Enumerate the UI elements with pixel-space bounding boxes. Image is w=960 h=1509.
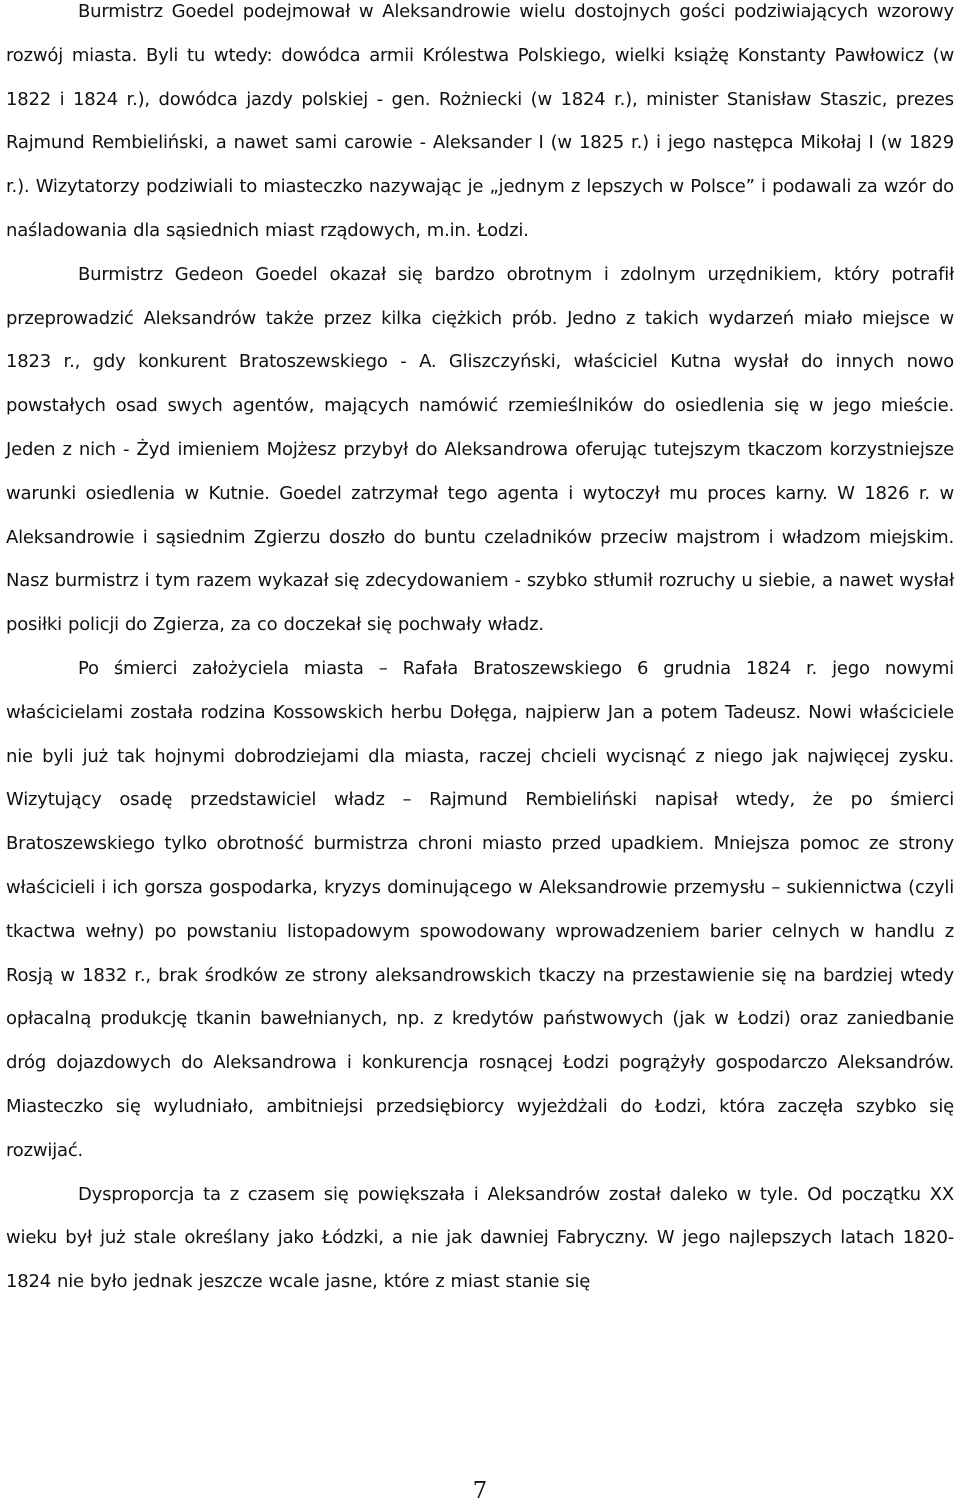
paragraph-3: Po śmierci założyciela miasta – Rafała Bratoszewskiego 6 grudnia 1824 r. jego nowymi właścicielami została rodzina Kossowskich herbu Dołęga, najpierw Jan a potem Tadeusz. Nowi właściciele nie byli już tak hojnymi dobrodziejami dla miasta, raczej chcieli wycisnąć z niego jak najwięcej zysku. Wizytujący osadę przedstawiciel władz – Rajmund Rembieliński napisał wtedy, że po śmierci Bratoszewskiego tylko obrotność burmistrza chroni miasto przed upadkiem. Mniejsza pomoc ze strony właścicieli i ich gorsza gospodarka, kryzys dominującego w Aleksandrowie przemysłu – sukiennictwa (czyli tkactwa wełny) po powstaniu listopadowym spowodowany wprowadzeniem barier celnych w handlu z Rosją w 1832 r., brak środków ze strony aleksandrowskich tkaczy na przestawienie się na bardziej wtedy opłacalną produkcję tkanin bawełnianych, np. z kredytów państwowych (jak w Łodzi) oraz zaniedbanie dróg dojazdowych do Aleksandrowa i konkurencja rosnącej Łodzi pogrążyły gospodarczo Aleksandrów. Miasteczko się wyludniało, ambitniejsi przedsiębiorcy wyjeżdżali do Łodzi, która zaczęła szybko się rozwijać. (6, 657, 954, 1161)
page-number: 7 (472, 1478, 488, 1504)
paragraph-1: Burmistrz Goedel podejmował w Aleksandrowie wielu dostojnych gości podziwiających wzorowy rozwój miasta. Byli tu wtedy: dowódca armii Królestwa Polskiego, wielki książę Konstanty Pawłowicz (w 1822 i 1824 r.), dowódca jazdy polskiej - gen. Rożniecki (w 1824 r.), minister Stanisław Staszic, prezes Rajmund Rembieliński, a nawet sami carowie - Aleksander I (w 1825 r.) i jego następca Mikołaj I (w 1829 r.). Wizytatorzy podziwiali to miasteczko nazywając je „jednym z lepszych w Polsce” i podawali za wzór do naśladowania dla sąsiednich miast rządowych, m.in. Łodzi. (6, 1, 954, 241)
paragraph-4: Dysproporcja ta z czasem się powiększała i Aleksandrów został daleko w tyle. Od początku XX wieku był już stale określany jako Łódzki, a nie jak dawniej Fabryczny. W jego najlepszych latach 1820-1824 nie było jednak jeszcze wcale jasne, które z miast stanie się (6, 1183, 954, 1293)
document-body (6, 0, 954, 1304)
paragraph-2: Burmistrz Gedeon Goedel okazał się bardzo obrotnym i zdolnym urzędnikiem, który potrafił przeprowadzić Aleksandrów także przez kilka ciężkich prób. Jedno z takich wydarzeń miało miejsce w 1823 r., gdy konkurent Bratoszewskiego - A. Gliszczyński, właściciel Kutna wysłał do innych nowo powstałych osad swych agentów, mających namówić rzemieślników do osiedlenia się w jego mieście. Jeden z nich - Żyd imieniem Mojżesz przybył do Aleksandrowa oferując tutejszym tkaczom korzystniejsze warunki osiedlenia w Kutnie. Goedel zatrzymał tego agenta i wytoczył mu proces karny. W 1826 r. w Aleksandrowie i sąsiednim Zgierzu doszło do buntu czeladników przeciw majstrom i władzom miejskim. Nasz burmistrz i tym razem wykazał się zdecydowaniem - szybko stłumił rozruchy u siebie, a nawet wysłał posiłki policji do Zgierza, za co doczekał się pochwały władz. (6, 263, 954, 636)
document-page (6, 0, 954, 1509)
